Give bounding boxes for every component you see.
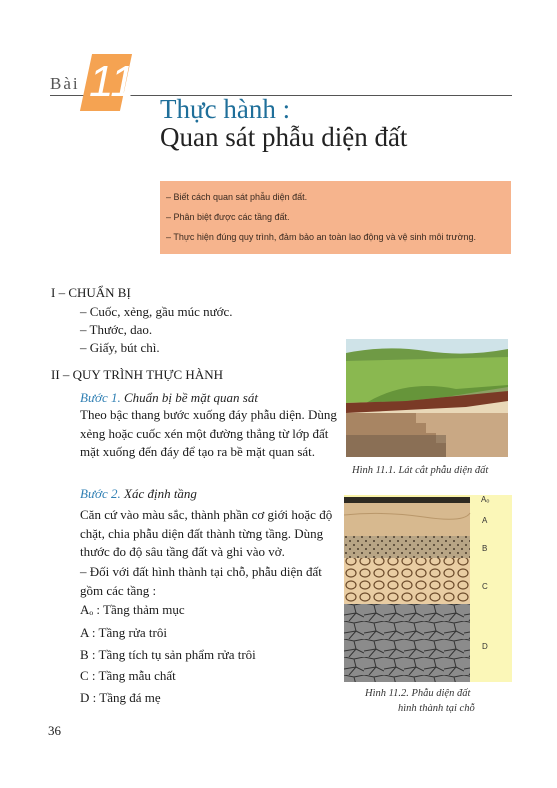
lesson-number: 11 — [89, 57, 135, 106]
objective-item: – Phân biệt được các tầng đất. — [166, 212, 290, 222]
page-title-line1: Thực hành : — [160, 94, 291, 124]
soil-profile-cut-illustration — [346, 339, 508, 457]
step1-title: Chuẩn bị bề mặt quan sát — [124, 390, 258, 405]
horizon-label-a: A — [482, 516, 488, 525]
horizon-label-a0: Aₒ — [481, 495, 490, 504]
figure2-caption-line2: hình thành tại chỗ — [398, 703, 475, 714]
layer-item: Aₒ : Tầng thảm mục — [80, 602, 185, 617]
layer-item: A : Tầng rửa trôi — [80, 625, 167, 640]
figure1-caption: Hình 11.1. Lát cắt phẫu diện đất — [352, 465, 489, 476]
layer-item: D : Tầng đá mẹ — [80, 690, 161, 705]
horizon-label-c: C — [482, 582, 488, 591]
step1-heading — [80, 390, 258, 406]
horizon-label-b: B — [482, 544, 488, 553]
step2-text: Căn cứ vào màu sắc, thành phần cơ giới hoặc độ chặt, chia phẫu diện đất thành từng tầng. Dùng thước đo độ sâu tầng đất và ghi vào vở. — [80, 507, 333, 559]
prep-item: – Giấy, bút chì. — [80, 340, 160, 355]
page-number: 36 — [48, 723, 61, 738]
objectives-box — [160, 181, 511, 254]
layer-item: C : Tầng mẫu chất — [80, 668, 176, 683]
horizon-label-d: D — [482, 642, 488, 651]
lesson-word: Bài — [50, 74, 80, 93]
page-title-line2: Quan sát phẫu diện đất — [160, 122, 408, 152]
soil-horizons-diagram — [344, 495, 512, 682]
step2-heading — [80, 486, 197, 502]
objective-item: – Thực hiện đúng quy trình, đảm bảo an toàn lao động và vệ sinh môi trường. — [166, 232, 476, 242]
layer-item: B : Tầng tích tụ sản phẩm rửa trôi — [80, 647, 256, 662]
prep-item: – Cuốc, xẻng, gầu múc nước. — [80, 304, 233, 319]
prep-item: – Thước, dao. — [80, 322, 153, 337]
figure2-caption-line1: Hình 11.2. Phẫu diện đất — [365, 688, 471, 699]
step1-text: Theo bậc thang bước xuống đáy phẫu diện. Dùng xẻng hoặc cuốc xén một đường thẳng từ lớp đất mặt xuống đến đáy để tạo ra bề mặt quan sát. — [80, 407, 337, 459]
section1-heading: I – CHUẨN BỊ — [51, 285, 131, 300]
objective-item: – Biết cách quan sát phẫu diện đất. — [166, 192, 308, 202]
step2-label: Bước 2. — [80, 486, 121, 501]
step1-label: Bước 1. — [80, 390, 121, 405]
section2-heading: II – QUY TRÌNH THỰC HÀNH — [51, 367, 223, 382]
step2-title: Xác định tầng — [124, 486, 197, 501]
step2-text2: – Đối với đất hình thành tại chỗ, phẫu diện đất gồm các tầng : — [80, 564, 322, 598]
